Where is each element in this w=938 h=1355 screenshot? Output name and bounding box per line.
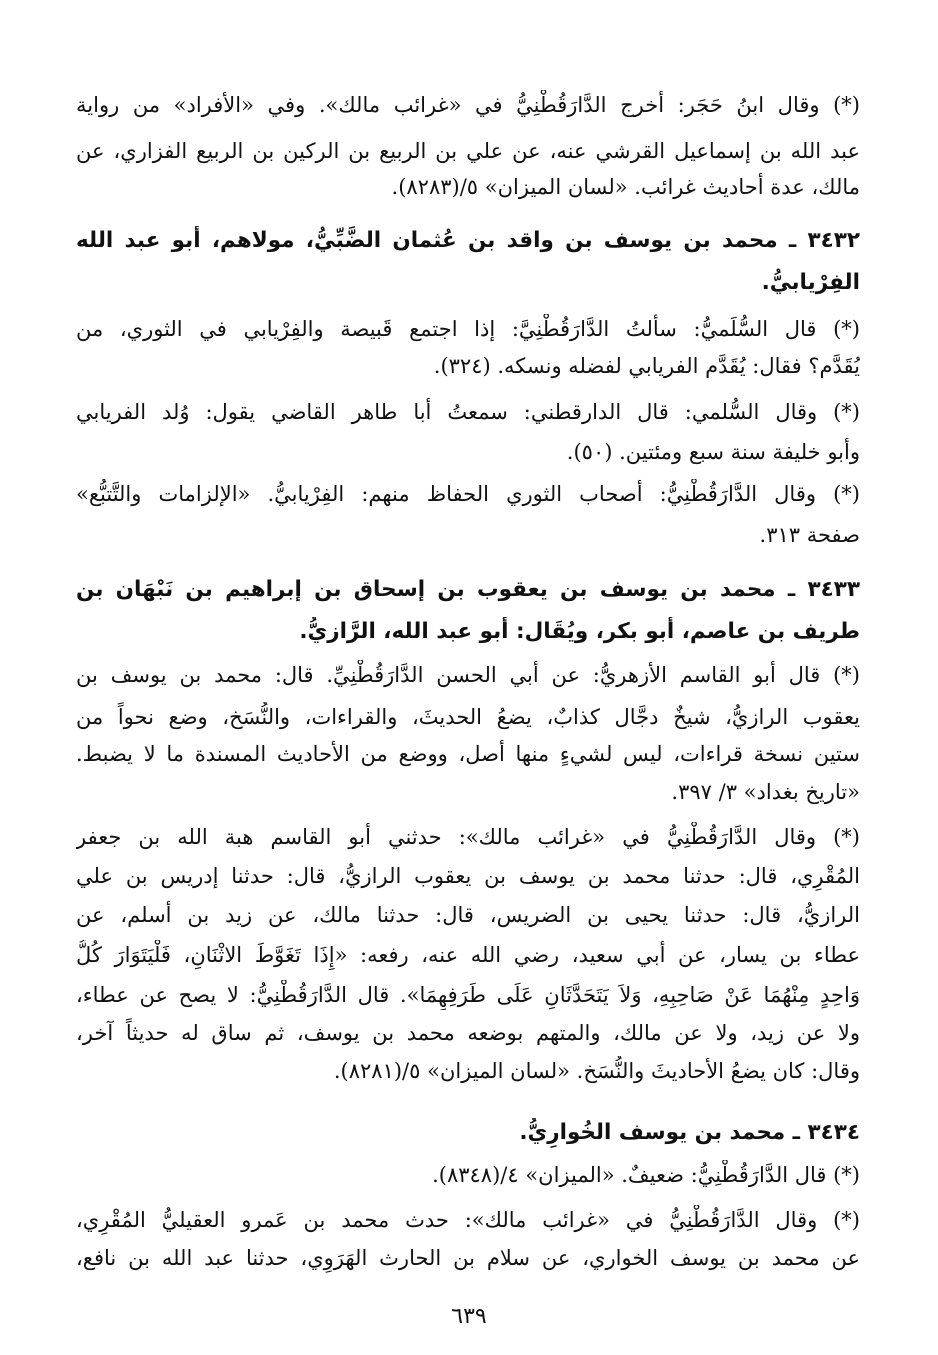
text-line: وأبو خليفة سنة سبع ومئتين. (٥٠). [566, 440, 860, 464]
text-line: (*) وقال الدَّارَقُطْنِيُّ في «غرائب مالك»: حدث محمد بن عَمرو العقيليُّ المُقْرِي، [76, 1208, 860, 1232]
text-line: «تاريخ بغداد» ٣/ ٣٩٧. [671, 780, 860, 804]
text-line: (*) وقال السُّلمي: قال الدارقطني: سمعتُ أبا طاهر القاضي يقول: وُلد الفريابي [76, 400, 860, 424]
text-line: (*) قال السُّلَميُّ: سألتُ الدَّارَقُطْنِيَّ: إذا اجتمع قَبيصة والفِرْيابي في الثوري، من [76, 317, 860, 341]
text-line: يعقوب الرازيُّ، شيخٌ دجَّال كذابٌ، يضعُ الحديثَ، والقراءات، والنُّسَخ، وضع نحواً من [76, 705, 860, 729]
entry-heading: طريف بن عاصم، أبو بكر، ويُقَال: أبو عبد الله، الرَّازيُّ. [299, 619, 860, 644]
text-line: ستين نسخة قراءات، ليس لشيءٍ منها أصل، ووضع من الأحاديث المسندة ما لا يضبط. [76, 742, 860, 766]
text-line: عبد الله بن إسماعيل القرشي عنه، عن علي بن الربيع بن الركين بن الربيع الفزاري، عن [76, 139, 860, 163]
entry-heading: ٣٤٣٤ ـ محمد بن يوسف الخُوارِيُّ. [519, 1120, 860, 1145]
text-line: (*) وقال ابنُ حَجَر: أخرج الدَّارَقُطْنِيُّ في «غرائب مالك». وفي «الأفراد» من رواية [76, 93, 860, 117]
entry-heading: ٣٤٣٢ ـ محمد بن يوسف بن واقد بن عُثمان الضَّبِّيُّ، مولاهم، أبو عبد الله [76, 228, 860, 253]
text-line: ولا عن زيد، ولا عن مالك، والمتهم بوضعه محمد بن يوسف، ثم ساق له حديثاً آخر، [76, 1021, 860, 1045]
text-line: (*) وقال الدَّارَقُطْنِيُّ: أصحاب الثوري الحفاظ منهم: الفِرْيابيُّ. «الإلزامات والتَّتبُّع» [76, 482, 860, 506]
text-line: الرازيُّ، قال: حدثنا يحيى بن الضريس، قال: حدثنا مالك، عن زيد بن أسلم، عن [76, 903, 860, 927]
entry-heading: الفِرْيابيُّ. [761, 270, 860, 295]
text-line: (*) وقال الدَّارَقُطْنِيُّ في «غرائب مالك»: حدثني أبو القاسم هبة الله بن جعفر [76, 825, 860, 849]
entry-heading: ٣٤٣٣ ـ محمد بن يوسف بن يعقوب بن إسحاق بن إبراهيم بن نَبْهَان بن [76, 577, 860, 602]
text-line: عن محمد بن يوسف الخواري، عن سلام بن الحارث الهَرَوِي، حدثنا عبد الله بن نافع، [76, 1246, 860, 1270]
text-line: مالك، عدة أحاديث غرائب. «لسان الميزان» ٥/(٨٢٨٣). [391, 175, 860, 199]
text-line: صفحة ٣١٣. [759, 523, 860, 547]
text-line: وقال: كان يضعُ الأحاديثَ والنُّسَخ. «لسان الميزان» ٥/(٨٢٨١). [333, 1059, 860, 1083]
text-line: (*) قال الدَّارَقُطْنِيُّ: ضعيفٌ. «الميزان» ٤/(٨٣٤٨). [432, 1163, 860, 1187]
text-line: عطاء بن يسار، عن أبي سعيد، رضي الله عنه، رفعه: «إِذَا تَغَوَّطَ الاثْنَانِ، فَلْيَتَوَارَ كُلُّ [76, 943, 860, 967]
text-line: المُقْرِي، قال: حدثنا محمد بن يوسف بن يعقوب الرازيُّ، قال: حدثنا إدريس بن علي [76, 864, 860, 888]
text-line: (*) قال أبو القاسم الأزهريُّ: عن أبي الحسن الدَّارَقُطْنِيِّ. قال: محمد بن يوسف بن [76, 663, 860, 687]
text-line: يُقَدَّم؟ فقال: يُقَدَّم الفريابي لفضله ونسكه. (٣٢٤). [433, 354, 860, 378]
text-line: وَاحِدٍ مِنْهُمَا عَنْ صَاحِبِهِ، وَلاَ يَتَحَدَّثَانِ عَلَى طَرَفِهِمَا». قال الدَّارَقُطْنِيُّ: لا يصح عن عطاء، [76, 983, 860, 1007]
page-number: ٦٣٩ [451, 1304, 487, 1329]
